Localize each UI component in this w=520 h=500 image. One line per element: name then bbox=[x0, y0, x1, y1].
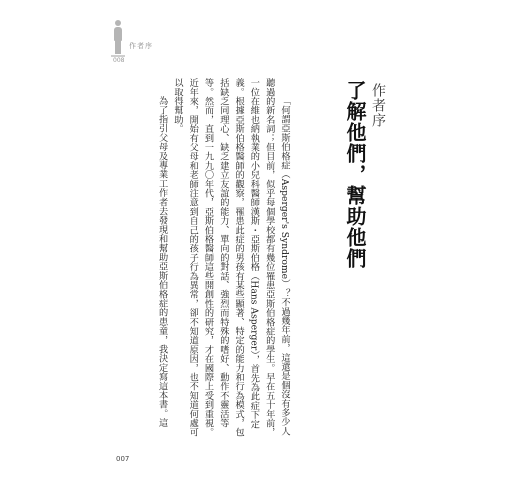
body-text bbox=[146, 78, 292, 438]
paragraph-2: 為了指引父母及專業工作者去發現和幫助亞斯伯格症的患童，我決定寫這本書。這 bbox=[156, 96, 168, 428]
preface-label: 作者序 bbox=[370, 83, 386, 128]
page-number: 007 bbox=[116, 455, 130, 463]
child-silhouette-icon bbox=[113, 20, 123, 56]
preface-title: 了解他們，幫助他們 bbox=[343, 80, 367, 269]
header-mark: 008 bbox=[113, 57, 125, 64]
paragraph-1: 「何謂亞斯伯格症（Asperger's Syndrome）？不過幾年前，這還是個沒有多少人聽過的新名詞；但目前，似乎每個學校都有幾位罹患亞斯伯格症的學生。早在五十年前，一位在維也納執業的小兒科醫師漢斯・亞斯伯格（Hans Asperger），首先為此症下定義。根據亞斯伯格醫師的觀察，罹患此症的男孩有某些顯著、特定的能力和行為模式，包括缺乏同理心、缺乏建立友誼的能力、單向的對話、強烈而特殊的嗜好、動作不靈活等等。然而，直到一九九〇年代，亞斯伯格醫師這些開創性的研究，才在國際上受到重視。近年來，開始有父母和老師注意到自己的孩子行為異常，卻不知道原因，也不知道何處可以取得幫助。 bbox=[171, 78, 290, 437]
running-title: 作者序 bbox=[129, 42, 153, 50]
